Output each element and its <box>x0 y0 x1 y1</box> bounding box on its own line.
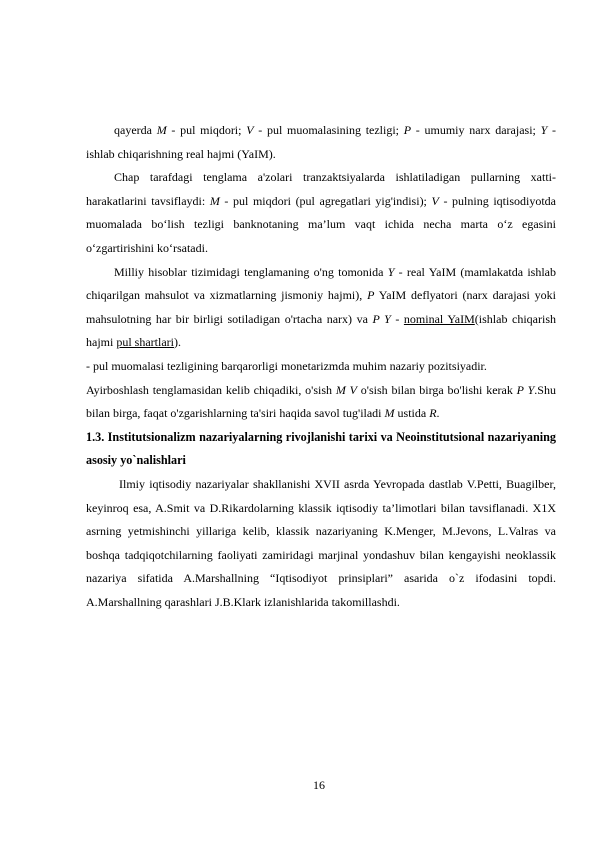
section-heading: 1.3. Institutsionalizm nazariyalarning rivojlanishi tarixi va Neoinstitutsional nazariyaning asosiy yo`nalishlari <box>86 429 556 468</box>
paragraph-monetarism: - pul muomalasi tezligining barqarorligi monetarizmda muhim nazariy pozitsiyadir. <box>86 358 487 373</box>
paragraph-exchange-equation: Ayirboshlash tenglamasidan kelib chiqadiki, o'sish M V o'sish bilan birga bo'lishi kerak P Y.Shu bilan birga, faqat o'zgarishlarning ta'siri haqida savol tug'iladi M ustida R. <box>86 382 556 421</box>
money-terms-link[interactable]: pul shartlari <box>116 335 174 350</box>
body-text <box>86 119 556 614</box>
paragraph-left-side: Chap tarafdagi tenglama a'zolari tranzaktsiyalarda ishlatiladigan pullarning xatti-harakatlarini tavsiflaydi: M - pul miqdori (pul agregatlari yig'indisi); V - pulning iqtisodiyotda muomalada bo‘lish tezligi banknotaning ma’lum vaqt ichida necha marta o‘z egasini o‘zgartirishini ko‘rsatadi. <box>86 170 556 255</box>
nominal-gdp-link[interactable]: nominal YaIM <box>403 311 475 326</box>
paragraph-right-side: Milliy hisoblar tizimidagi tenglamaning o'ng tomonida Y - real YaIM (mamlakatda ishlab chiqarilgan mahsulot va xizmatlarning jismoniy hajmi), P YaIM deflyatori (narx darajasi yoki mahsulotning har bir birligi sotiladigan o'rtacha narx) va P Y - nominal YaIM(ishlab chiqarish hajmi pul shartlari). <box>86 264 557 350</box>
paragraph-history: Ilmiy iqtisodiy nazariyalar shakllanishi XVII asrda Yevropada dastlab V.Petti, Buagilber, keyinroq esa, A.Smit va D.Rikardolarning klassik iqtisodiy ta’limotlari bilan tavsiflanadi. X1X asrning yetmishinchi yillariga kelib, klassik nazariyaning K.Menger, M.Jevons, L.Valras va boshqa tadqiqotchilarning faoliyati zamiridagi marjinal yondashuv bilan kengayishi neoklassik nazariya sifatida A.Marshallning “Iqtisodiyot prinsiplari” asarida o`z ifodasini topdi. A.Marshallning qarashlari J.B.Klark izlanishlarida takomillashdi. <box>86 476 556 609</box>
paragraph-variables: qayerda M - pul miqdori; V - pul muomalasining tezligi; P - umumiy narx darajasi; Y - ishlab chiqarishning real hajmi (YaIM). <box>86 123 556 161</box>
page-number: 16 <box>313 778 325 792</box>
